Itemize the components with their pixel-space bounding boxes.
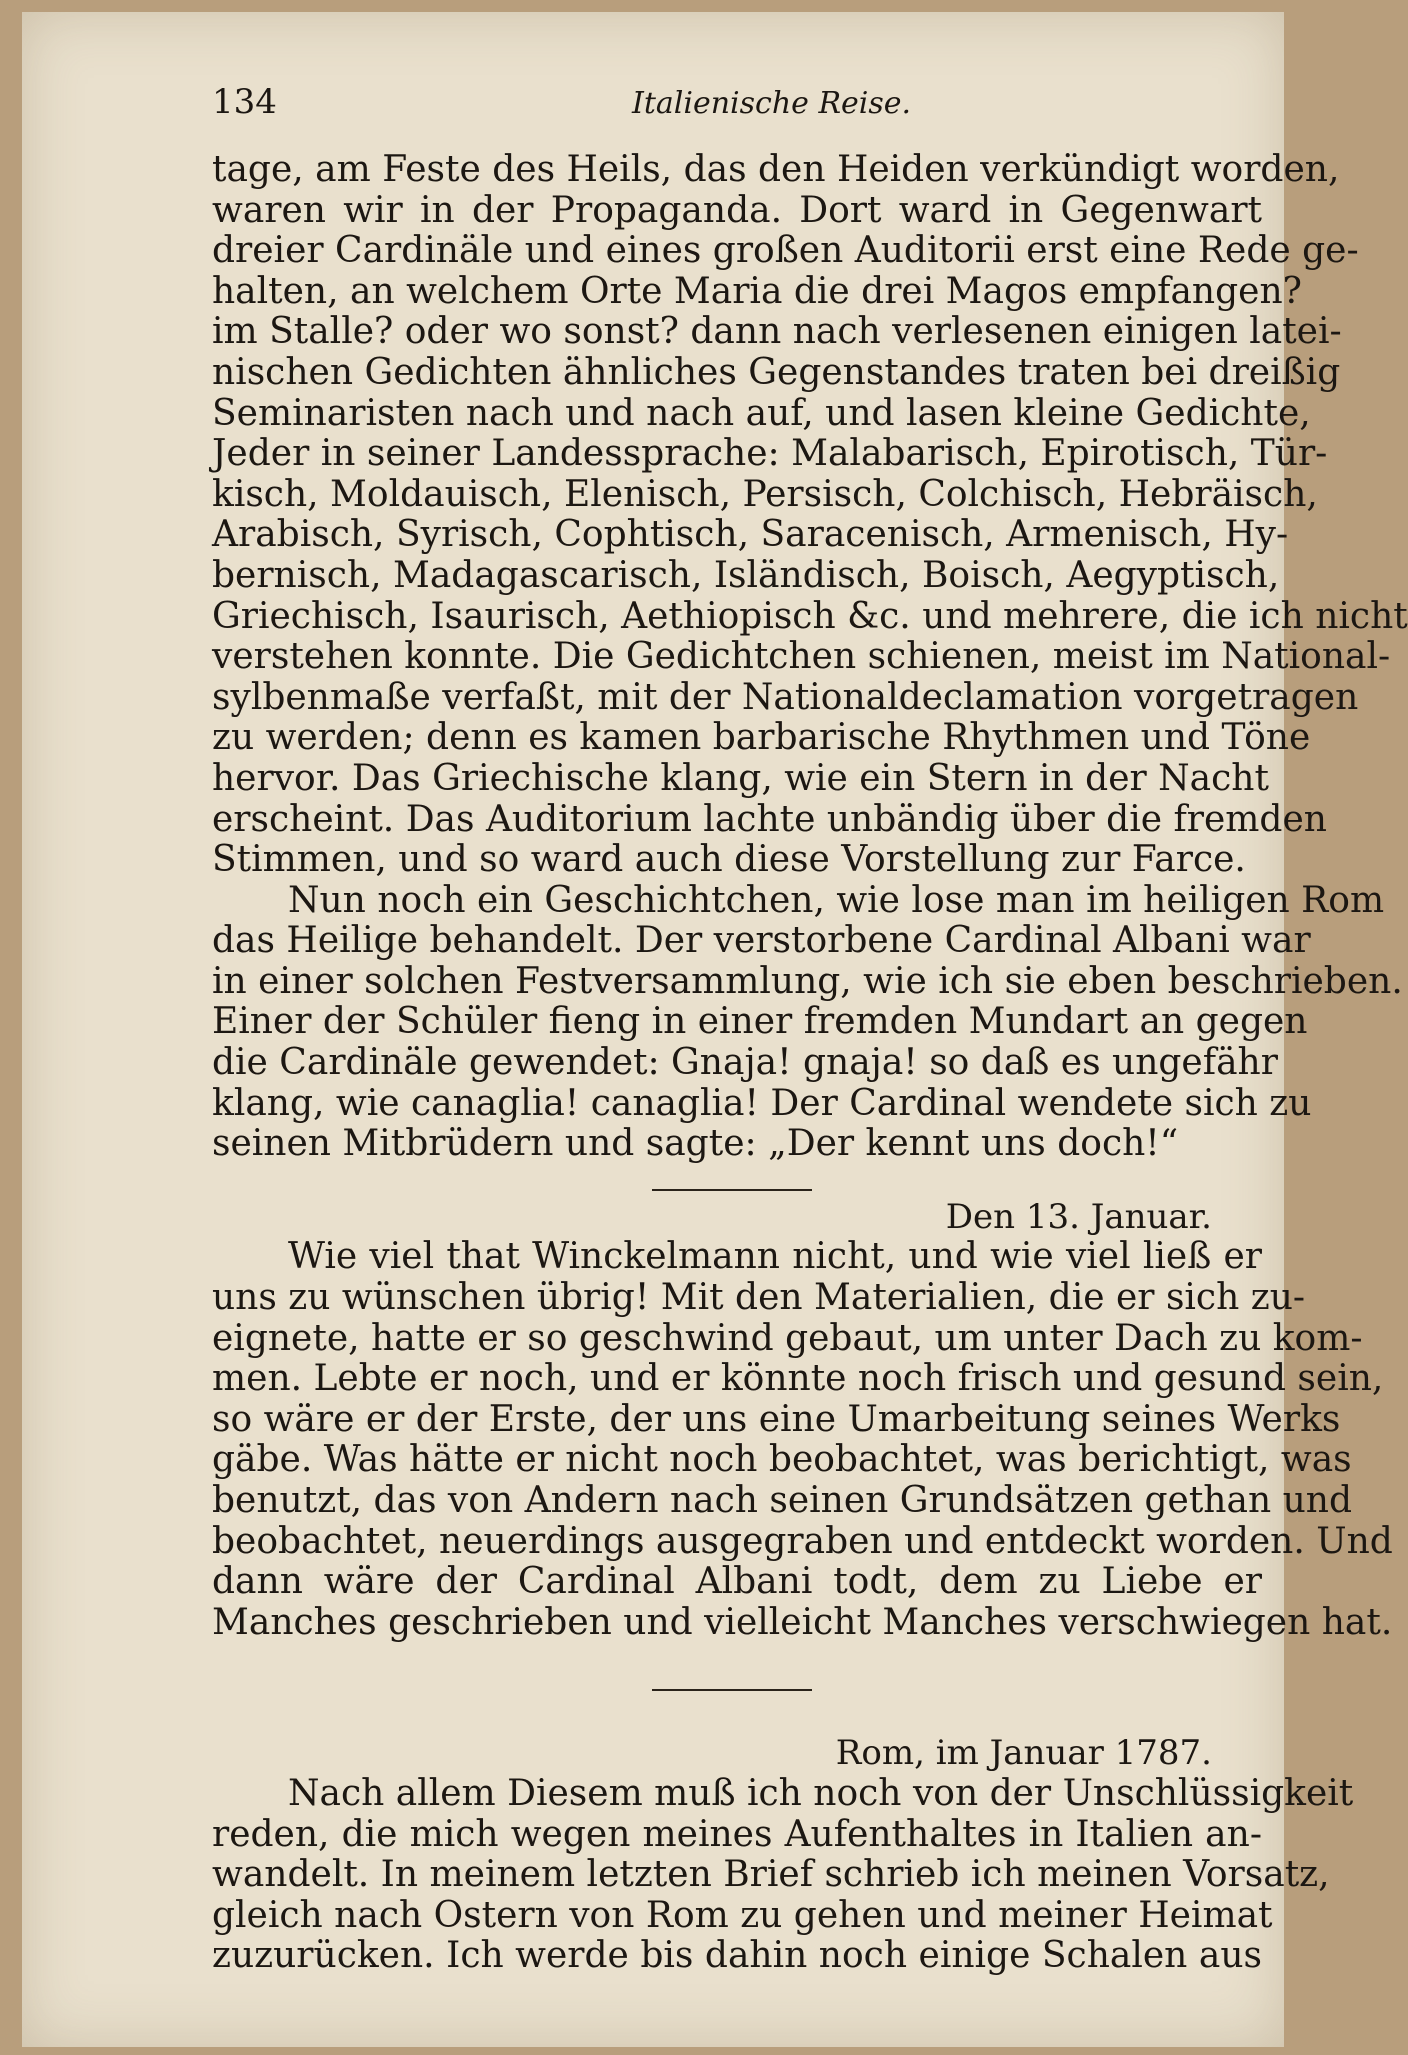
text-line: beobachtet, neuerdings ausgegraben und entdeckt worden. Und [212, 1520, 1393, 1562]
text-line: Stimmen, und so ward auch diese Vorstellung zur Farce. [212, 839, 1246, 881]
page-header [212, 82, 1262, 150]
text-line: tage, am Feste des Heils, das den Heiden verkündigt worden, [212, 149, 1340, 190]
text-line: im Stalle? oder wo sonst? dann nach verlesenen einigen latei- [212, 311, 1342, 353]
text-line: eignete, hatte er so geschwind gebaut, um unter Dach zu kom- [212, 1317, 1363, 1359]
paragraph-winckelmann [212, 1236, 1393, 1643]
text-line: uns zu wünschen übrig! Mit den Materialien, die er sich zu- [212, 1277, 1306, 1319]
text-line: seinen Mitbrüdern und sagte: „Der kennt uns doch!“ [212, 1123, 1179, 1165]
page-number: 134 [212, 82, 277, 122]
text-line: verstehen konnte. Die Gedichtchen schienen, meist im National- [212, 636, 1391, 678]
text-line: zu werden; denn es kamen barbarische Rhythmen und Töne [212, 717, 1311, 759]
text-line: Nach allem Diesem muß ich noch von der Unschlüssigkeit [288, 1772, 1354, 1814]
text-line: in einer solchen Festversammlung, wie ich sie eben beschrieben. [212, 960, 1403, 1002]
text-line: Nun noch ein Geschichtchen, wie lose man im heiligen Rom [288, 879, 1385, 921]
text-line: benutzt, das von Andern nach seinen Grundsätzen gethan und [212, 1480, 1352, 1521]
text-line: halten, an welchem Orte Maria die drei Magos empfangen? [212, 270, 1302, 312]
text-line: das Heilige behandelt. Der verstorbene Cardinal Albani war [212, 920, 1311, 962]
text-line: Einer der Schüler fieng in einer fremden Mundart an gegen [212, 1001, 1308, 1043]
text-line: sylbenmaße verfaßt, mit der Nationaldeclamation vorgetragen [212, 676, 1359, 718]
text-line: gleich nach Ostern von Rom zu gehen und meiner Heimat [212, 1894, 1273, 1936]
text-line: dreier Cardinäle und eines großen Auditorii erst eine Rede ge- [212, 230, 1359, 272]
text-line: wandelt. In meinem letzten Brief schrieb ich meinen Vorsatz, [212, 1854, 1330, 1896]
text-line: zuzurücken. Ich werde bis dahin noch einige Schalen aus [212, 1935, 1262, 1977]
running-head: Italienische Reise. [632, 86, 912, 121]
text-line: dann wäre der Cardinal Albani todt, dem zu Liebe er [212, 1561, 1262, 1603]
text-line: kisch, Moldauisch, Elenisch, Persisch, Colchisch, Hebräisch, [212, 473, 1318, 515]
paragraph-indecision [212, 1772, 1354, 1977]
text-block [212, 82, 1408, 1977]
text-line: Wie viel that Winckelmann nicht, und wie viel ließ er [288, 1236, 1262, 1278]
text-line: waren wir in der Propaganda. Dort ward in Gegenwart [212, 189, 1262, 231]
text-line: so wäre er der Erste, der uns eine Umarbeitung seines Werks [212, 1398, 1341, 1440]
dateline: Rom, im Januar 1787. [835, 1733, 1212, 1774]
text-line: reden, die mich wegen meines Aufenthaltes in Italien an- [212, 1813, 1262, 1855]
paragraph-propaganda [212, 149, 1408, 881]
text-line: Seminaristen nach und nach auf, und lasen kleine Gedichte, [212, 392, 1311, 434]
text-line: men. Lebte er noch, und er könnte noch frisch und gesund sein, [212, 1358, 1384, 1400]
text-line: gäbe. Was hätte er nicht noch beobachtet, was berichtigt, was [212, 1439, 1352, 1481]
text-line: bernisch, Madagascarisch, Isländisch, Boisch, Aegyptisch, [212, 554, 1280, 596]
text-line: Arabisch, Syrisch, Cophtisch, Saracenisch, Armenisch, Hy- [212, 514, 1289, 556]
book-page [22, 12, 1408, 2047]
section-divider [652, 1189, 812, 1191]
text-line: erscheint. Das Auditorium lachte unbändig über die fremden [212, 798, 1327, 840]
text-line: nischen Gedichten ähnliches Gegenstandes traten bei dreißig [212, 351, 1341, 393]
paragraph-albani-anecdote [212, 879, 1403, 1165]
text-line: Griechisch, Isaurisch, Aethiopisch &c. und mehrere, die ich nicht [212, 595, 1408, 637]
section-divider [652, 1689, 812, 1691]
text-line: die Cardinäle gewendet: Gnaja! gnaja! so daß es ungefähr [212, 1042, 1278, 1084]
text-line: hervor. Das Griechische klang, wie ein Stern in der Nacht [212, 757, 1269, 799]
text-line: klang, wie canaglia! canaglia! Der Cardinal wendete sich zu [212, 1082, 1312, 1124]
text-line: Manches geschrieben und vielleicht Manches verschwiegen hat. [212, 1601, 1393, 1643]
text-line: Jeder in seiner Landessprache: Malabarisch, Epirotisch, Tür- [212, 433, 1328, 475]
dateline: Den 13. Januar. [945, 1196, 1212, 1237]
